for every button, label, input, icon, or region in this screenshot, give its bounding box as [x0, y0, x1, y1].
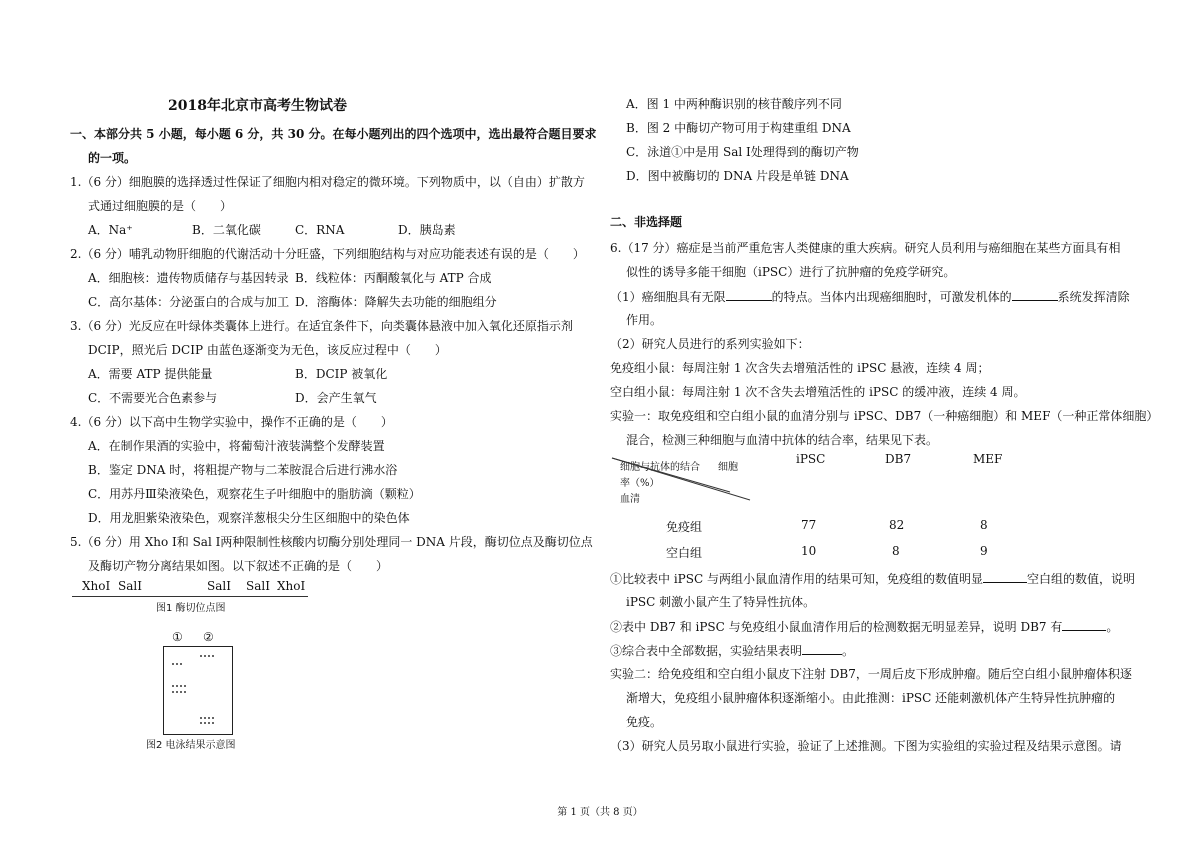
section1-header-line1: 一、本部分共 5 小题，每小题 6 分，共 30 分。在每小题列出的四个选项中，选出最符合题目要求	[70, 127, 597, 141]
q6-part3: （3）研究人员另取小鼠进行实验，验证了上述推测。下图为实验组的实验过程及结果示意图。请	[610, 739, 1122, 753]
answer-blank[interactable]	[1062, 618, 1106, 631]
gel-band	[200, 722, 214, 724]
q6-part1-cont: 作用。	[626, 313, 663, 327]
question-stem: 5.（6 分）用 Xho Ⅰ和 Sal Ⅰ两种限制性核酸内切酶分别处理同一 DNA 片段，酶切位点及酶切位点	[70, 535, 593, 549]
text-span: 系统发挥清除	[1057, 290, 1130, 304]
option-b: B．图 2 中酶切产物可用于构建重组 DNA	[626, 121, 851, 135]
item-1-cont: iPSC 刺激小鼠产生了特异性抗体。	[626, 595, 816, 609]
table-cell: 10	[801, 544, 817, 558]
question-stem: 式通过细胞膜的是（ ）	[88, 199, 233, 213]
option-b: B．DCIP 被氧化	[295, 367, 388, 381]
column-header-db7: DB7	[885, 452, 912, 466]
option-d: D．图中被酶切的 DNA 片段是单链 DNA	[626, 169, 849, 183]
text-span: ①比较表中 iPSC 与两组小鼠血清作用的结果可知，免疫组的数值明显	[610, 572, 983, 586]
item-2	[610, 618, 1118, 635]
experiment2-text: 免疫。	[626, 715, 663, 729]
option-c: C．RNA	[295, 223, 345, 237]
question-stem: 1.（6 分）细胞膜的选择透过性保证了细胞内相对稳定的微环境。下列物质中，以（自由）扩散方	[70, 175, 585, 189]
section2-header: 二、非选择题	[610, 215, 683, 229]
blank-group-text: 空白组小鼠：每周注射 1 次不含失去增殖活性的 iPSC 的缓冲液，连续 4 周。	[610, 385, 1026, 399]
site-label: SalⅠ	[207, 579, 231, 593]
option-b: B．鉴定 DNA 时，将粗提产物与二苯胺混合后进行沸水浴	[88, 463, 398, 477]
row-label: 免疫组	[666, 520, 703, 534]
q6-part2: （2）研究人员进行的系列实验如下：	[610, 337, 810, 351]
gel-band	[172, 691, 186, 693]
q6-part1	[610, 288, 1130, 305]
option-c: C．不需要光合色素参与	[88, 391, 218, 405]
option-b: B．线粒体：丙酮酸氧化与 ATP 合成	[295, 271, 492, 285]
item-3	[610, 642, 854, 659]
option-c: C．泳道①中是用 Sal Ⅰ处理得到的酶切产物	[626, 145, 859, 159]
option-a: A．细胞核：遗传物质储存与基因转录	[88, 271, 289, 285]
site-label: XhoⅠ	[277, 579, 306, 593]
item-1	[610, 570, 1135, 587]
site-label: SalⅠ	[118, 579, 142, 593]
question-stem: 2.（6 分）哺乳动物肝细胞的代谢活动十分旺盛，下列细胞结构与对应功能表述有误的是（ ）	[70, 247, 585, 261]
experiment2-text: 渐增大，免疫组小鼠肿瘤体积逐渐缩小。由此推测：iPSC 还能刺激机体产生特异性抗肿瘤的	[626, 691, 1116, 705]
table-cell: 8	[980, 518, 988, 532]
table-corner-label: 率（%）	[620, 478, 660, 489]
text-span: 的特点。当体内出现癌细胞时，可激发机体的	[771, 290, 1012, 304]
text-span: 空白组的数值，说明	[1026, 572, 1135, 586]
lane-label: ①	[172, 630, 183, 644]
question-stem: 似性的诱导多能干细胞（iPSC）进行了抗肿瘤的免疫学研究。	[626, 265, 956, 279]
section1-header-line2: 的一项。	[88, 151, 137, 165]
question-stem: 及酶切产物分离结果如图。以下叙述不正确的是（ ）	[88, 559, 389, 573]
figure-2-caption: 图2 电泳结果示意图	[146, 740, 236, 751]
option-a: A．在制作果酒的实验中，将葡萄汁液装满整个发酵装置	[88, 439, 385, 453]
option-b: B．二氧化碳	[192, 223, 261, 237]
gel-band	[200, 655, 214, 657]
table-cell: 8	[892, 544, 900, 558]
question-stem: 6.（17 分）癌症是当前严重危害人类健康的重大疾病。研究人员利用与癌细胞在某些方面具有相	[610, 241, 1121, 255]
table-corner-cell: 细胞	[718, 462, 738, 473]
option-a: A．Na⁺	[88, 223, 133, 237]
immune-group-text: 免疫组小鼠：每周注射 1 次含失去增殖活性的 iPSC 悬液，连续 4 周；	[610, 361, 990, 375]
page-footer: 第 1 页（共 8 页）	[557, 807, 643, 818]
gel-frame	[163, 646, 233, 735]
table-corner-serum: 血清	[620, 494, 640, 505]
text-span: 。	[842, 644, 855, 658]
answer-blank[interactable]	[983, 570, 1027, 583]
answer-blank[interactable]	[726, 288, 772, 301]
question-stem: 3.（6 分）光反应在叶绿体类囊体上进行。在适宜条件下，向类囊体悬液中加入氧化还原指示剂	[70, 319, 573, 333]
experiment1-text: 混合，检测三种细胞与血清中抗体的结合率，结果见下表。	[626, 433, 939, 447]
column-header-ipsc: iPSC	[796, 452, 826, 466]
experiment2-text: 实验二：给免疫组和空白组小鼠皮下注射 DB7，一周后皮下形成肿瘤。随后空白组小鼠肿瘤体积逐	[610, 667, 1132, 681]
question-stem: DCIP，照光后 DCIP 由蓝色逐渐变为无色，该反应过程中（ ）	[88, 343, 447, 357]
column-header-mef: MEF	[973, 452, 1003, 466]
answer-blank[interactable]	[802, 642, 842, 655]
row-label: 空白组	[666, 546, 703, 560]
option-c: C．高尔基体：分泌蛋白的合成与加工	[88, 295, 290, 309]
option-d: D．溶酶体：降解失去功能的细胞组分	[295, 295, 497, 309]
option-d: D．会产生氧气	[295, 391, 377, 405]
gel-band	[172, 685, 186, 687]
option-c: C．用苏丹Ⅲ染液染色，观察花生子叶细胞中的脂肪滴（颗粒）	[88, 487, 421, 501]
table-cell: 82	[889, 518, 905, 532]
site-label: XhoⅠ	[82, 579, 111, 593]
site-label: SalⅠ	[246, 579, 270, 593]
gel-band	[172, 663, 184, 665]
lane-label: ②	[203, 630, 214, 644]
text-span: （1）癌细胞具有无限	[610, 290, 726, 304]
option-d: D．用龙胆紫染液染色，观察洋葱根尖分生区细胞中的染色体	[88, 511, 410, 525]
question-stem: 4.（6 分）以下高中生物学实验中，操作不正确的是（ ）	[70, 415, 393, 429]
figure-1-caption: 图1 酶切位点图	[156, 603, 226, 614]
dna-fragment-line	[72, 596, 308, 597]
gel-band	[200, 717, 214, 719]
answer-blank[interactable]	[1012, 288, 1058, 301]
text-span: 。	[1106, 620, 1119, 634]
experiment1-text: 实验一：取免疫组和空白组小鼠的血清分别与 iPSC、DB7（一种癌细胞）和 MEF（一种正常体细胞）	[610, 409, 1159, 423]
page-title: 2018年北京市高考生物试卷	[168, 98, 347, 114]
option-a: A．图 1 中两种酶识别的核苷酸序列不同	[626, 97, 842, 111]
table-diagonal-lines	[610, 456, 752, 504]
option-d: D．胰岛素	[398, 223, 456, 237]
text-span: ③综合表中全部数据，实验结果表明	[610, 644, 803, 658]
table-corner-label: 细胞与抗体的结合	[620, 462, 700, 473]
option-a: A．需要 ATP 提供能量	[88, 367, 213, 381]
table-cell: 9	[980, 544, 988, 558]
table-cell: 77	[801, 518, 817, 532]
text-span: ②表中 DB7 和 iPSC 与免疫组小鼠血清作用后的检测数据无明显差异，说明 DB7 有	[610, 620, 1063, 634]
